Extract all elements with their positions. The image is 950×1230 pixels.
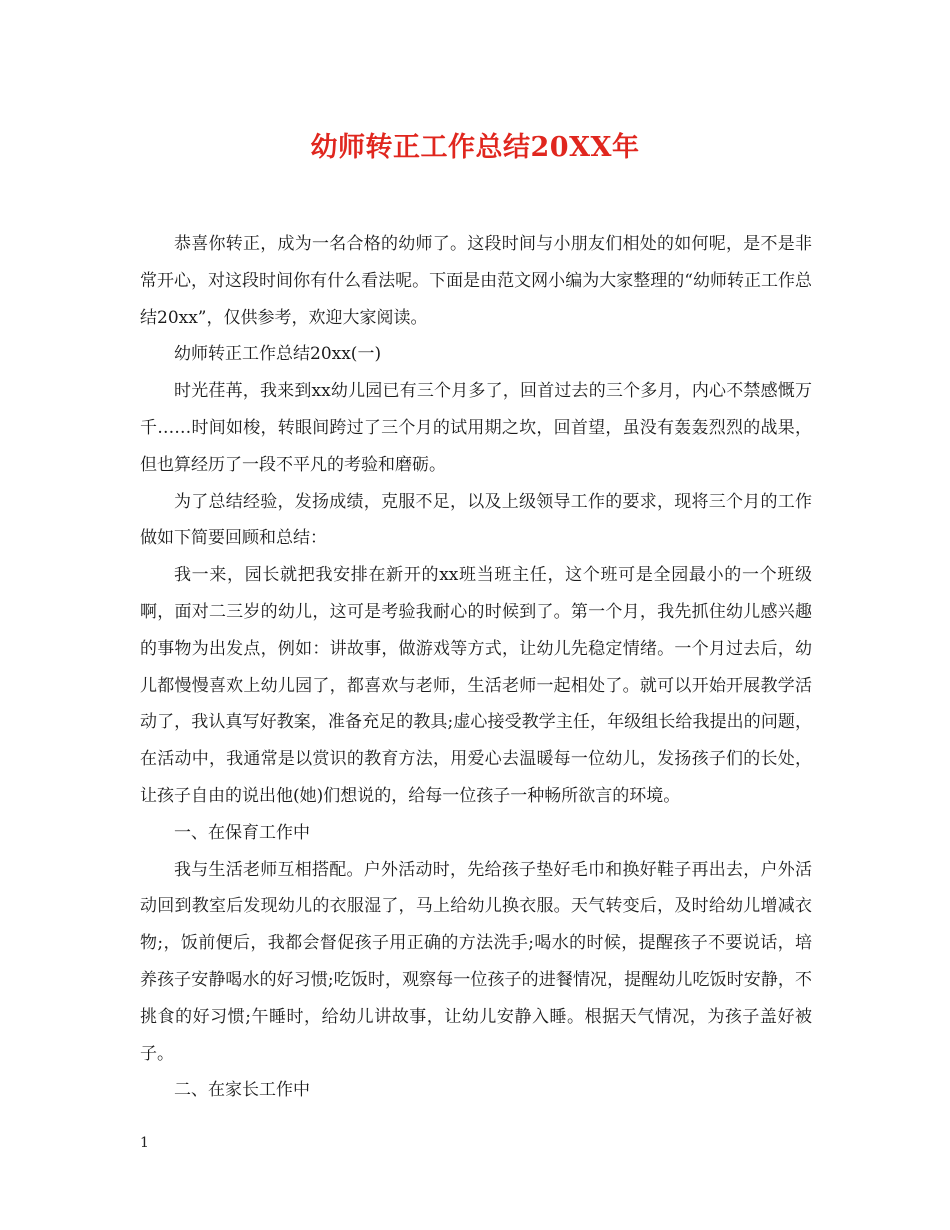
body-paragraph: 我与生活老师互相搭配。户外活动时，先给孩子垫好毛巾和换好鞋子再出去，户外活动回到教室后发现幼儿的衣服湿了，马上给幼儿换衣服。天气转变后，及时给幼儿增减衣物;，饭前便后，我都会督促孩子用正确的方法洗手;喝水的时候，提醒孩子不要说话，培养孩子安静喝水的好习惯;吃饭时，观察每一位孩子的进餐情况，提醒幼儿吃饭时安静，不挑食的好习惯;午睡时，给幼儿讲故事，让幼儿安静入睡。根据天气情况，为孩子盖好被子。	[140, 859, 812, 1064]
page-number: 1	[140, 1135, 149, 1151]
intro-paragraph: 恭喜你转正，成为一名合格的幼师了。这段时间与小朋友们相处的如何呢，是不是非常开心，对这段时间你有什么看法呢。下面是由范文网小编为大家整理的“幼师转正工作总结20xx”，仅供参考，欢迎大家阅读。	[140, 234, 812, 328]
document-body	[140, 226, 812, 1109]
section-heading-parents: 二、在家长工作中	[174, 1080, 310, 1101]
body-paragraph: 我一来，园长就把我安排在新开的xx班当班主任，这个班可是全园最小的一个班级啊，面对二三岁的幼儿，这可是考验我耐心的时候到了。第一个月，我先抓住幼儿感兴趣的事物为出发点，例如：讲故事，做游戏等方式，让幼儿先稳定情绪。一个月过去后，幼儿都慢慢喜欢上幼儿园了，都喜欢与老师，生活老师一起相处了。就可以开始开展教学活动了，我认真写好教案，准备充足的教具;虚心接受教学主任，年级组长给我提出的问题，在活动中，我通常是以赏识的教育方法，用爱心去温暖每一位幼儿，发扬孩子们的长处，让孩子自由的说出他(她)们想说的，给每一位孩子一种畅所欲言的环境。	[140, 565, 812, 806]
section-heading-childcare: 一、在保育工作中	[174, 822, 310, 843]
body-paragraph: 时光荏苒，我来到xx幼儿园已有三个月多了，回首过去的三个多月，内心不禁感慨万千……时间如梭，转眼间跨过了三个月的试用期之坎，回首望，虽没有轰轰烈烈的战果，但也算经历了一段不平凡的考验和磨砺。	[140, 381, 812, 475]
body-paragraph: 为了总结经验，发扬成绩，克服不足，以及上级领导工作的要求，现将三个月的工作做如下简要回顾和总结：	[140, 491, 812, 549]
section-subtitle: 幼师转正工作总结20xx(一)	[174, 344, 382, 365]
document-title: 幼师转正工作总结20XX年	[310, 132, 640, 163]
